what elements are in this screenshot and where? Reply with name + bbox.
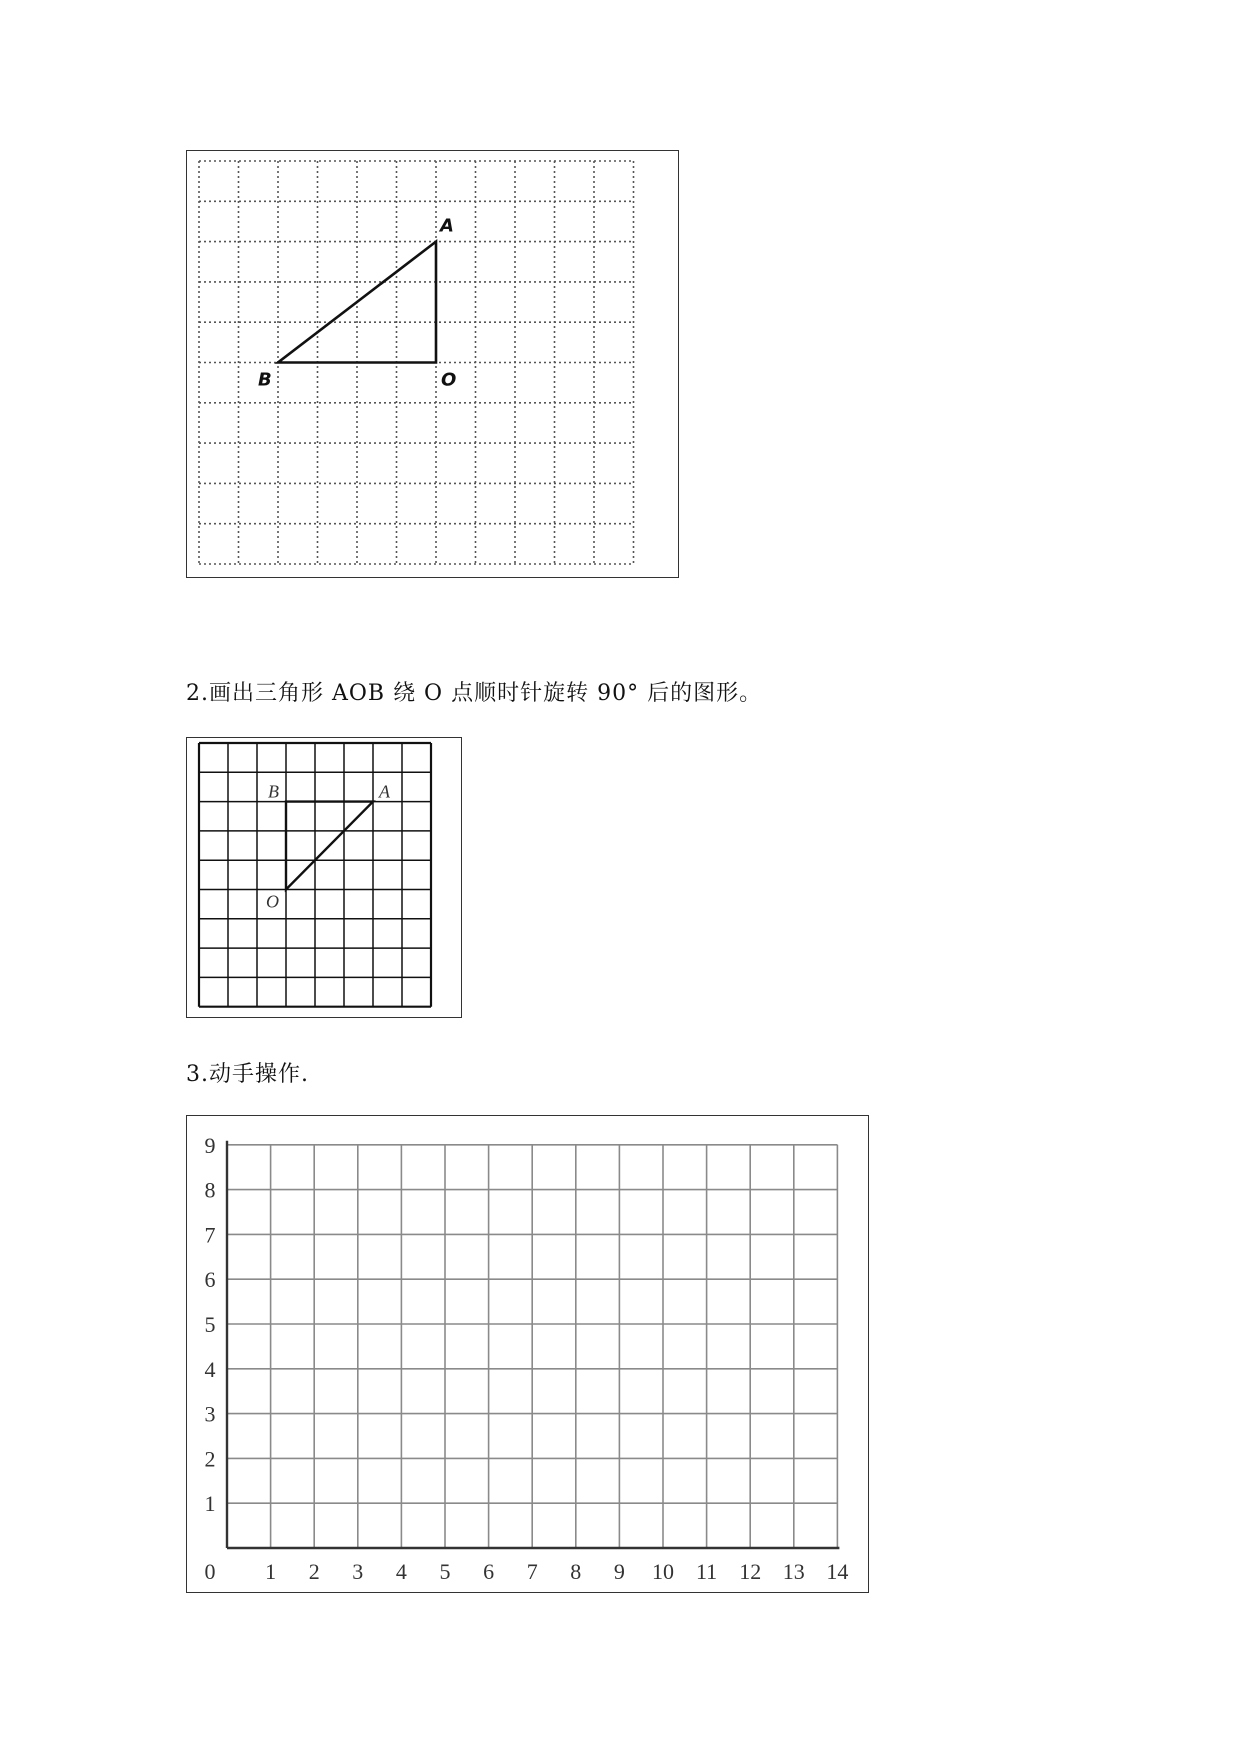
figure-2-grid-frame (186, 737, 462, 1018)
y-tick-label: 9 (204, 1132, 216, 1158)
point-label-o: O (266, 891, 279, 912)
triangle-aob (286, 802, 373, 890)
x-tick-label: 10 (652, 1559, 674, 1584)
x-tick-label: 2 (308, 1559, 320, 1584)
x-tick-label: 1 (265, 1559, 277, 1584)
y-tick-label: 4 (204, 1356, 216, 1382)
point-label-b: B (258, 369, 272, 391)
y-tick-label: 8 (204, 1177, 216, 1203)
figure-2-svg (187, 738, 460, 1016)
y-tick-label: 5 (204, 1312, 216, 1337)
y-tick-label: 2 (204, 1446, 216, 1472)
point-label-a: A (440, 215, 454, 237)
x-tick-label: 4 (395, 1559, 407, 1584)
point-label-a: A (379, 781, 390, 802)
question-2-text: 2.画出三角形 AOB 绕 O 点顺时针旋转 90° 后的图形。 (186, 681, 763, 706)
x-tick-label: 9 (613, 1559, 625, 1584)
x-tick-label: 0 (204, 1559, 216, 1584)
triangle-aob (278, 242, 436, 363)
point-label-b: B (268, 781, 279, 802)
x-tick-label: 3 (352, 1559, 364, 1584)
figure-3-coordinate-grid-frame (186, 1115, 869, 1593)
figure-1-grid-frame (186, 150, 679, 578)
x-tick-label: 7 (526, 1559, 538, 1584)
point-label-o: O (441, 369, 457, 391)
y-tick-label: 7 (204, 1222, 216, 1248)
x-tick-label: 13 (782, 1559, 805, 1584)
x-tick-label: 14 (826, 1559, 849, 1584)
figure-3-svg (187, 1116, 867, 1591)
y-tick-label: 3 (204, 1401, 216, 1427)
x-tick-label: 12 (739, 1559, 762, 1584)
x-tick-label: 11 (696, 1559, 718, 1584)
figure-1-svg (187, 151, 677, 576)
x-tick-label: 5 (439, 1559, 451, 1584)
question-3-text: 3.动手操作. (186, 1062, 309, 1087)
x-tick-label: 6 (483, 1559, 495, 1584)
y-tick-label: 6 (204, 1267, 216, 1293)
x-tick-label: 8 (570, 1559, 582, 1584)
y-tick-label: 1 (204, 1491, 216, 1517)
